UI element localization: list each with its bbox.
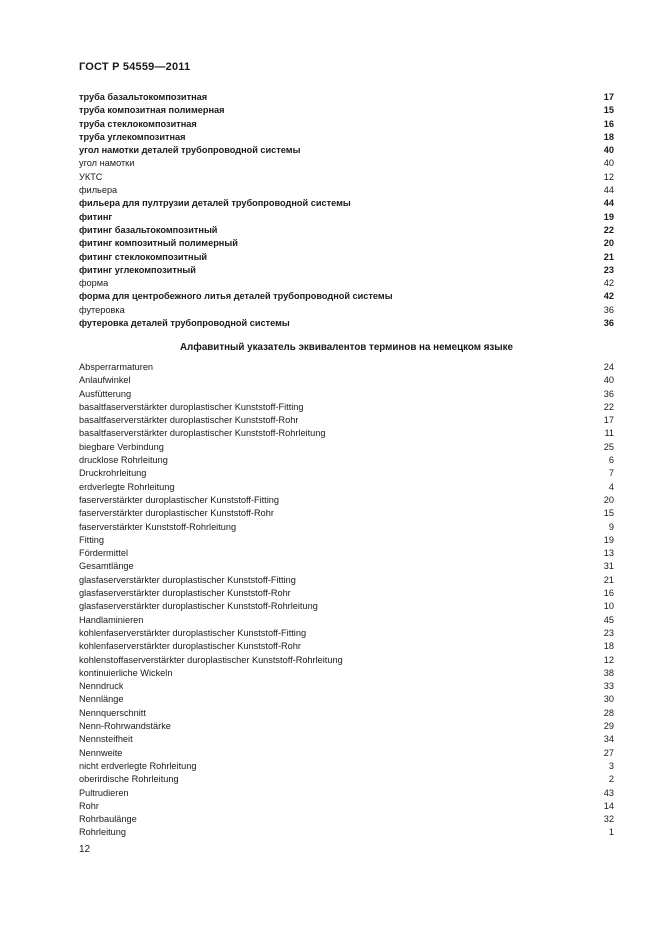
index-page-ref: 17 bbox=[603, 92, 614, 102]
index-term: faserverstärkter duroplastischer Kunststoff-Rohr bbox=[79, 508, 274, 519]
index-page-ref: 19 bbox=[603, 534, 614, 545]
index-entry bbox=[79, 773, 614, 786]
index-page-ref: 22 bbox=[603, 401, 614, 412]
index-term: kontinuierliche Wickeln bbox=[79, 667, 173, 678]
index-page-ref: 13 bbox=[603, 548, 614, 559]
index-entry bbox=[79, 521, 614, 534]
german-index-list bbox=[79, 361, 614, 840]
index-entry bbox=[79, 401, 614, 414]
index-page-ref: 22 bbox=[603, 224, 614, 235]
index-entry bbox=[79, 374, 614, 387]
index-term: faserverstärkter duroplastischer Kunststoff-Fitting bbox=[79, 494, 279, 505]
index-term: erdverlegte Rohrleitung bbox=[79, 481, 175, 492]
index-term: футеровка деталей трубопроводной системы bbox=[79, 318, 290, 329]
index-term: угол намотки bbox=[79, 158, 135, 169]
index-page-ref: 25 bbox=[603, 441, 614, 452]
index-term: oberirdische Rohrleitung bbox=[79, 774, 179, 785]
index-term: фитинг углекомпозитный bbox=[79, 264, 196, 275]
index-term: Nennlänge bbox=[79, 694, 124, 705]
index-page-ref: 40 bbox=[603, 158, 614, 169]
index-term: glasfaserverstärkter duroplastischer Kunststoff-Rohr bbox=[79, 588, 291, 599]
index-term: труба базальтокомпозитная bbox=[79, 92, 208, 102]
page-number: 12 bbox=[79, 844, 91, 855]
index-page-ref: 9 bbox=[608, 521, 614, 532]
index-term: форма для центробежного литья деталей трубопроводной системы bbox=[79, 291, 393, 302]
index-entry bbox=[79, 414, 614, 427]
index-term: форма bbox=[79, 278, 109, 289]
index-page-ref: 29 bbox=[603, 721, 614, 732]
index-page-ref: 44 bbox=[603, 185, 614, 196]
index-term: Rohrbaulänge bbox=[79, 814, 137, 825]
index-term: фильера для пултрузии деталей трубопроводной системы bbox=[79, 198, 351, 209]
index-page-ref: 1 bbox=[608, 827, 614, 838]
index-entry bbox=[79, 813, 614, 826]
index-term: Absperrarmaturen bbox=[79, 362, 154, 372]
index-entry bbox=[79, 494, 614, 507]
index-entry bbox=[79, 104, 614, 117]
index-page-ref: 7 bbox=[608, 468, 614, 479]
index-entry bbox=[79, 427, 614, 440]
index-entry bbox=[79, 131, 614, 144]
index-entry bbox=[79, 614, 614, 627]
index-page-ref: 44 bbox=[603, 198, 614, 209]
index-term: фитинг стеклокомпозитный bbox=[79, 251, 208, 262]
index-term: basaltfaserverstärkter duroplastischer Kunststoff-Rohr bbox=[79, 415, 299, 426]
index-entry bbox=[79, 211, 614, 224]
index-term: Anlaufwinkel bbox=[79, 375, 131, 386]
index-page-ref: 40 bbox=[603, 375, 614, 386]
index-term: Nennsteifheit bbox=[79, 734, 133, 745]
index-term: drucklose Rohrleitung bbox=[79, 455, 168, 466]
index-page-ref: 36 bbox=[603, 318, 614, 329]
index-page-ref: 16 bbox=[603, 588, 614, 599]
index-entry bbox=[79, 441, 614, 454]
index-page-ref: 23 bbox=[603, 627, 614, 638]
index-entry bbox=[79, 534, 614, 547]
index-entry bbox=[79, 747, 614, 760]
index-page-ref: 32 bbox=[603, 814, 614, 825]
index-page-ref: 15 bbox=[603, 105, 614, 116]
index-term: Druckrohrleitung bbox=[79, 468, 147, 479]
index-term: труба композитная полимерная bbox=[79, 105, 225, 116]
russian-index-list bbox=[79, 91, 614, 330]
index-term: glasfaserverstärkter duroplastischer Kunststoff-Rohrleitung bbox=[79, 601, 318, 612]
index-entry bbox=[79, 184, 614, 197]
index-page-ref: 36 bbox=[603, 388, 614, 399]
index-entry bbox=[79, 787, 614, 800]
index-term: kohlenstoffaserverstärkter duroplastischer Kunststoff-Rohrleitung bbox=[79, 654, 343, 665]
index-entry bbox=[79, 760, 614, 773]
index-page-ref: 2 bbox=[608, 774, 614, 785]
index-page-ref: 12 bbox=[603, 654, 614, 665]
index-term: kohlenfaserverstärkter duroplastischer Kunststoff-Rohr bbox=[79, 641, 301, 652]
index-entry bbox=[79, 197, 614, 210]
index-page-ref: 34 bbox=[603, 734, 614, 745]
index-entry bbox=[79, 361, 614, 374]
index-page-ref: 10 bbox=[603, 601, 614, 612]
index-term: Nennweite bbox=[79, 747, 123, 758]
index-page-ref: 40 bbox=[603, 145, 614, 156]
index-page-ref: 12 bbox=[603, 171, 614, 182]
index-term: Fördermittel bbox=[79, 548, 129, 559]
index-entry bbox=[79, 800, 614, 813]
index-entry bbox=[79, 467, 614, 480]
index-page-ref: 4 bbox=[608, 481, 614, 492]
index-page-ref: 11 bbox=[604, 428, 614, 439]
index-page-ref: 17 bbox=[603, 415, 614, 426]
index-term: Nenndruck bbox=[79, 681, 124, 692]
index-entry bbox=[79, 667, 614, 680]
index-page-ref: 19 bbox=[603, 211, 614, 222]
index-entry bbox=[79, 680, 614, 693]
index-entry bbox=[79, 654, 614, 667]
index-term: УКТС bbox=[79, 171, 103, 182]
index-entry bbox=[79, 547, 614, 560]
index-term: nicht erdverlegte Rohrleitung bbox=[79, 760, 197, 771]
index-term: Handlaminieren bbox=[79, 614, 144, 625]
index-term: Nenn-Rohrwandstärke bbox=[79, 721, 171, 732]
index-page-ref: 42 bbox=[603, 278, 614, 289]
index-term: Ausfütterung bbox=[79, 388, 132, 399]
index-entry bbox=[79, 693, 614, 706]
index-entry bbox=[79, 237, 614, 250]
index-page-ref: 31 bbox=[603, 561, 614, 572]
german-index-title: Алфавитный указатель эквивалентов терминов на немецком языке bbox=[179, 342, 514, 353]
index-entry bbox=[79, 171, 614, 184]
index-page-ref: 24 bbox=[603, 362, 614, 372]
index-page-ref: 15 bbox=[603, 508, 614, 519]
index-entry bbox=[79, 560, 614, 573]
index-term: Rohrleitung bbox=[79, 827, 126, 838]
index-entry bbox=[79, 454, 614, 467]
index-page-ref: 30 bbox=[603, 694, 614, 705]
index-entry bbox=[79, 720, 614, 733]
index-page-ref: 16 bbox=[603, 118, 614, 129]
index-term: футеровка bbox=[79, 304, 125, 315]
index-term: фитинг базальтокомпозитный bbox=[79, 224, 218, 235]
index-entry bbox=[79, 587, 614, 600]
index-entry bbox=[79, 264, 614, 277]
index-entry bbox=[79, 144, 614, 157]
index-term: труба углекомпозитная bbox=[79, 131, 186, 142]
index-term: труба стеклокомпозитная bbox=[79, 118, 197, 129]
index-entry bbox=[79, 600, 614, 613]
index-entry bbox=[79, 826, 614, 839]
index-term: Rohr bbox=[79, 800, 99, 811]
index-term: угол намотки деталей трубопроводной системы bbox=[79, 145, 301, 156]
index-page-ref: 18 bbox=[603, 641, 614, 652]
index-page-ref: 18 bbox=[603, 131, 614, 142]
index-entry bbox=[79, 290, 614, 303]
index-page-ref: 36 bbox=[603, 304, 614, 315]
index-page-ref: 45 bbox=[603, 614, 614, 625]
index-page-ref: 20 bbox=[603, 494, 614, 505]
index-term: basaltfaserverstärkter duroplastischer Kunststoff-Fitting bbox=[79, 401, 304, 412]
index-entry bbox=[79, 118, 614, 131]
document-header: ГОСТ Р 54559—2011 bbox=[79, 61, 191, 73]
index-entry bbox=[79, 277, 614, 290]
index-page-ref: 38 bbox=[603, 667, 614, 678]
index-page-ref: 33 bbox=[603, 681, 614, 692]
index-entry bbox=[79, 224, 614, 237]
index-term: Fitting bbox=[79, 534, 105, 545]
index-entry bbox=[79, 481, 614, 494]
index-term: Pultrudieren bbox=[79, 787, 129, 798]
index-page-ref: 23 bbox=[603, 264, 614, 275]
index-entry bbox=[79, 251, 614, 264]
index-entry bbox=[79, 91, 614, 104]
index-page-ref: 20 bbox=[603, 238, 614, 249]
index-entry bbox=[79, 733, 614, 746]
index-term: фитинг композитный полимерный bbox=[79, 238, 238, 249]
index-page-ref: 42 bbox=[603, 291, 614, 302]
index-entry bbox=[79, 640, 614, 653]
index-term: biegbare Verbindung bbox=[79, 441, 164, 452]
index-entry bbox=[79, 304, 614, 317]
index-page-ref: 43 bbox=[603, 787, 614, 798]
index-term: фитинг bbox=[79, 211, 113, 222]
index-page-ref: 14 bbox=[603, 800, 614, 811]
index-term: glasfaserverstärkter duroplastischer Kunststoff-Fitting bbox=[79, 574, 296, 585]
index-page-ref: 21 bbox=[603, 251, 614, 262]
index-term: Gesamtlänge bbox=[79, 561, 134, 572]
index-page-ref: 28 bbox=[603, 707, 614, 718]
index-page-ref: 27 bbox=[603, 747, 614, 758]
index-term: Nennquerschnitt bbox=[79, 707, 146, 718]
index-term: basaltfaserverstärkter duroplastischer Kunststoff-Rohrleitung bbox=[79, 428, 326, 439]
index-entry bbox=[79, 157, 614, 170]
index-entry bbox=[79, 574, 614, 587]
index-entry bbox=[79, 388, 614, 401]
index-entry bbox=[79, 317, 614, 330]
index-term: фильера bbox=[79, 185, 118, 196]
index-page-ref: 6 bbox=[608, 455, 614, 466]
index-entry bbox=[79, 707, 614, 720]
index-term: faserverstärkter Kunststoff-Rohrleitung bbox=[79, 521, 237, 532]
index-term: kohlenfaserverstärkter duroplastischer Kunststoff-Fitting bbox=[79, 627, 307, 638]
index-page-ref: 3 bbox=[608, 760, 614, 771]
index-entry bbox=[79, 627, 614, 640]
index-page-ref: 21 bbox=[603, 574, 614, 585]
index-entry bbox=[79, 507, 614, 520]
